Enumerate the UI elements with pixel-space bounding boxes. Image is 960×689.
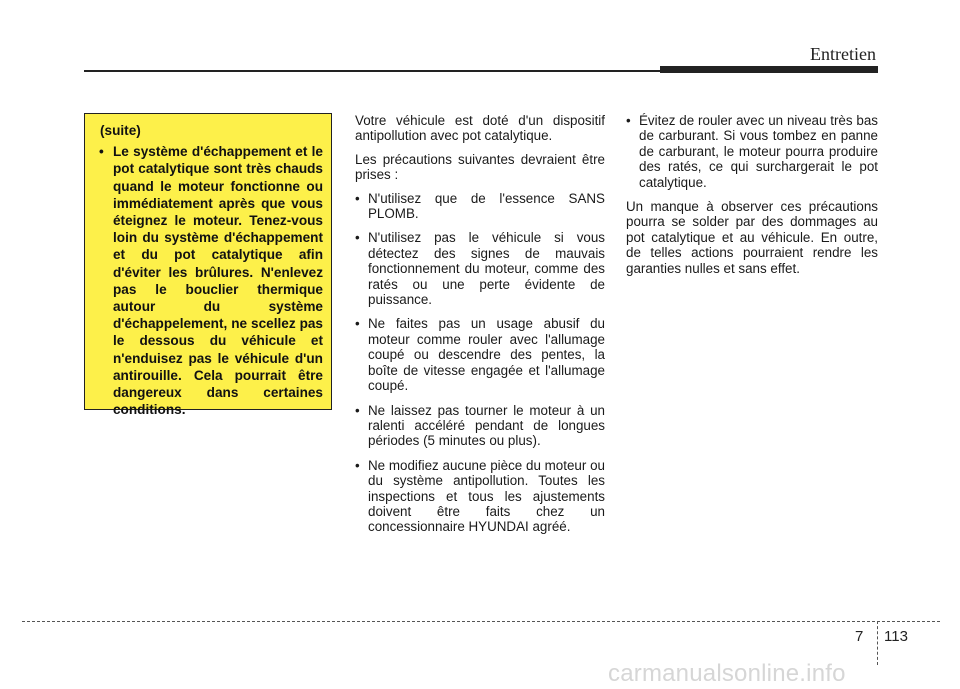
list-item: • Évitez de rouler avec un niveau très bas de carburant. Si vous tombez en panne de carburant, le moteur pourra produire des ratés, ce qui surchargerait le pot catalytique.	[626, 113, 878, 190]
section-title: Entretien	[810, 44, 876, 64]
closing-paragraph: Un manque à observer ces précautions pourra se solder par des dommages au pot catalytique et au véhicule. En outre, de telles actions pourraient rendre les garanties nulles et sans effet.	[626, 199, 878, 276]
chapter-number: 7	[855, 628, 864, 645]
right-column	[626, 113, 878, 284]
middle-column	[355, 113, 605, 544]
watermark: carmanualsonline.info	[608, 660, 846, 687]
page-number: 113	[884, 628, 908, 645]
footer-vertical-divider	[877, 621, 878, 665]
warning-box	[84, 113, 332, 418]
list-item: • N'utilisez que de l'essence SANS PLOMB.	[355, 191, 605, 222]
warning-continued-label: (suite)	[100, 123, 141, 138]
list-item: • N'utilisez pas le véhicule si vous détectez des signes de mauvais fonctionnement du moteur, comme des ratés ou une perte évidente de puissance.	[355, 230, 605, 307]
list-item: • Ne modifiez aucune pièce du moteur ou du système antipollution. Toutes les inspections et tous les ajustements doivent être faits chez un concessionnaire HYUNDAI agréé.	[355, 458, 605, 535]
header-rule	[84, 70, 664, 72]
footer-divider	[22, 621, 940, 622]
warning-bullet: • Le système d'échappement et le pot catalytique sont très chauds quand le moteur fonctionne ou immédiatement après que vous éteignez le moteur. Tenez-vous loin du système d'échappement et du pot catalytique afin d'éviter les brûlures. N'enlevez pas le bouclier thermique autour du système d'échappelement, ne scellez pas le dessous du véhicule et n'enduisez pas le véhicule d'un antirouille. Cela pourrait être dangereux dans certaines conditions.	[94, 143, 323, 418]
list-item: • Ne laissez pas tourner le moteur à un ralenti accéléré pendant de longues périodes (5 minutes ou plus).	[355, 403, 605, 449]
header-rule-accent	[660, 66, 878, 73]
lead-paragraph: Les précautions suivantes devraient être prises :	[355, 151, 605, 183]
intro-paragraph: Votre véhicule est doté d'un dispositif antipollution avec pot catalytique.	[355, 113, 605, 144]
list-item: • Ne faites pas un usage abusif du moteur comme rouler avec l'allumage coupé ou descendre des pentes, la boîte de vitesse engagée et l'allumage coupé.	[355, 316, 605, 393]
